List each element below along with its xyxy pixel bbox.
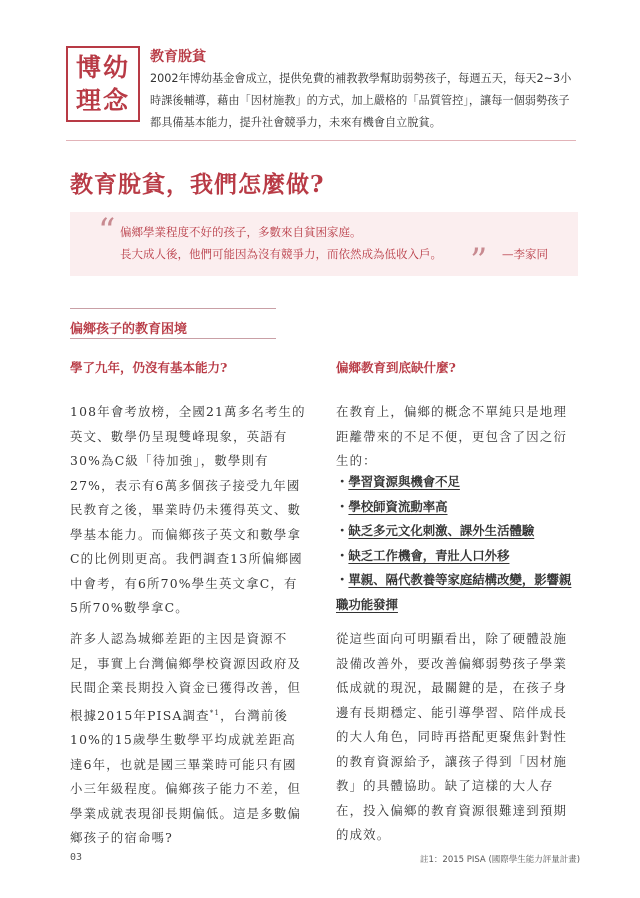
page-number: 03 xyxy=(70,852,83,863)
list-item-text: 單親、隔代教養等家庭結構改變，影響親職功能發揮 xyxy=(336,572,572,612)
list-item xyxy=(336,519,582,544)
section-rule-bottom xyxy=(70,338,276,339)
quote-line-2: 長大成人後，他們可能因為沒有競爭力，而依然成為低收入戶。 xyxy=(120,247,442,261)
right-paragraph-2: 從這些面向可明顯看出，除了硬體設施設備改善外，要改善偏鄉弱勢孩子學業低成就的現況，最關鍵的是，在孩子身邊有長期穩定、能引導學習、陪伴成長的大人角色，同時再搭配更聚焦針對性的教育資源給予，讓孩子得到「因材施教」的具體協助。缺了這樣的大人存在，投入偏鄉的教育資源很難達到預期的成效。 xyxy=(336,631,568,842)
right-column-heading: 偏鄉教育到底缺什麼? xyxy=(336,360,456,375)
quote-author: —李家同 xyxy=(502,247,548,261)
intro-title: 教育脫貧 xyxy=(150,49,206,65)
list-item xyxy=(336,568,582,617)
stamp-line-2: 理念 xyxy=(75,86,130,115)
quote-line-1: 偏鄉學業程度不好的孩子，多數來自貧困家庭。 xyxy=(120,225,362,239)
list-item-text: 缺乏工作機會，青壯人口外移 xyxy=(348,547,510,563)
left-column-heading: 學了九年，仍沒有基本能力? xyxy=(70,360,228,375)
page-heading: 教育脫貧，我們怎麼做? xyxy=(70,171,325,198)
list-item xyxy=(336,470,582,495)
list-item-text: 學習資源與機會不足 xyxy=(348,474,460,489)
stamp-line-1: 博幼 xyxy=(75,53,130,82)
list-item xyxy=(336,495,582,520)
footnote: 註1：2015 PISA (國際學生能力評量計畫) xyxy=(420,855,581,865)
section-title: 偏鄉孩子的教育困境 xyxy=(70,322,188,337)
philosophy-stamp xyxy=(66,46,140,122)
footnote-ref: *1 xyxy=(209,708,221,717)
bullet-mark: ・ xyxy=(336,572,349,587)
intro-body: 2002年博幼基金會成立，提供免費的補教教學幫助弱勢孩子，每週五天，每天2~3小時課後輔導，藉由「因材施教」的方式，加上嚴格的「品質管控」，讓每一個弱勢孩子都具備基本能力，提升社會競爭力，未來有機會自立脫貧。 xyxy=(150,72,572,129)
close-quote-icon: ” xyxy=(470,241,488,281)
left-paragraph-2 xyxy=(70,627,306,851)
list-item-text: 學校師資流動率高 xyxy=(348,498,448,514)
needs-list xyxy=(336,470,582,617)
list-item-text: 缺乏多元文化刺激、課外生活體驗 xyxy=(348,523,535,538)
bullet-mark: ・ xyxy=(336,547,349,563)
left-paragraph-2-a: 許多人認為城鄉差距的主因是資源不足，事實上台灣偏鄉學校資源因政府及民間企業長期投入資金已獲得改善，但根據2015年PISA調查 xyxy=(70,631,302,723)
divider xyxy=(66,140,576,141)
bullet-mark: ・ xyxy=(336,498,349,514)
open-quote-icon: “ xyxy=(98,211,116,251)
quote-box xyxy=(70,212,578,281)
list-item xyxy=(336,544,582,569)
left-paragraph-1: 108年會考放榜，全國21萬多名考生的英文、數學仍呈現雙峰現象，英語有30%為C級「待加強」，數學則有27%，表示有6萬多個孩子接受九年國民教育之後，畢業時仍未獲得英文、數學基本能力。而偏鄉孩子英文和數學拿C的比例則更高。我們調查13所偏鄉國中會考，有6所70%學生英文拿C，有5所70%數學拿C。 xyxy=(70,404,306,615)
right-paragraph-1: 在教育上，偏鄉的概念不單純只是地理距離帶來的不足不便，更包含了因之衍生的： xyxy=(336,404,568,468)
bullet-mark: ・ xyxy=(336,523,349,538)
bullet-mark: ・ xyxy=(336,474,349,489)
section-rule-top xyxy=(70,308,276,309)
left-paragraph-2-b: ，台灣前後10%的15歲學生數學平均成就差距高達6年，也就是國三畢業時可能只有國小三年級程度。偏鄉孩子能力不差，但學業成就表現卻長期偏低。這是多數偏鄉孩子的宿命嗎? xyxy=(70,707,302,846)
